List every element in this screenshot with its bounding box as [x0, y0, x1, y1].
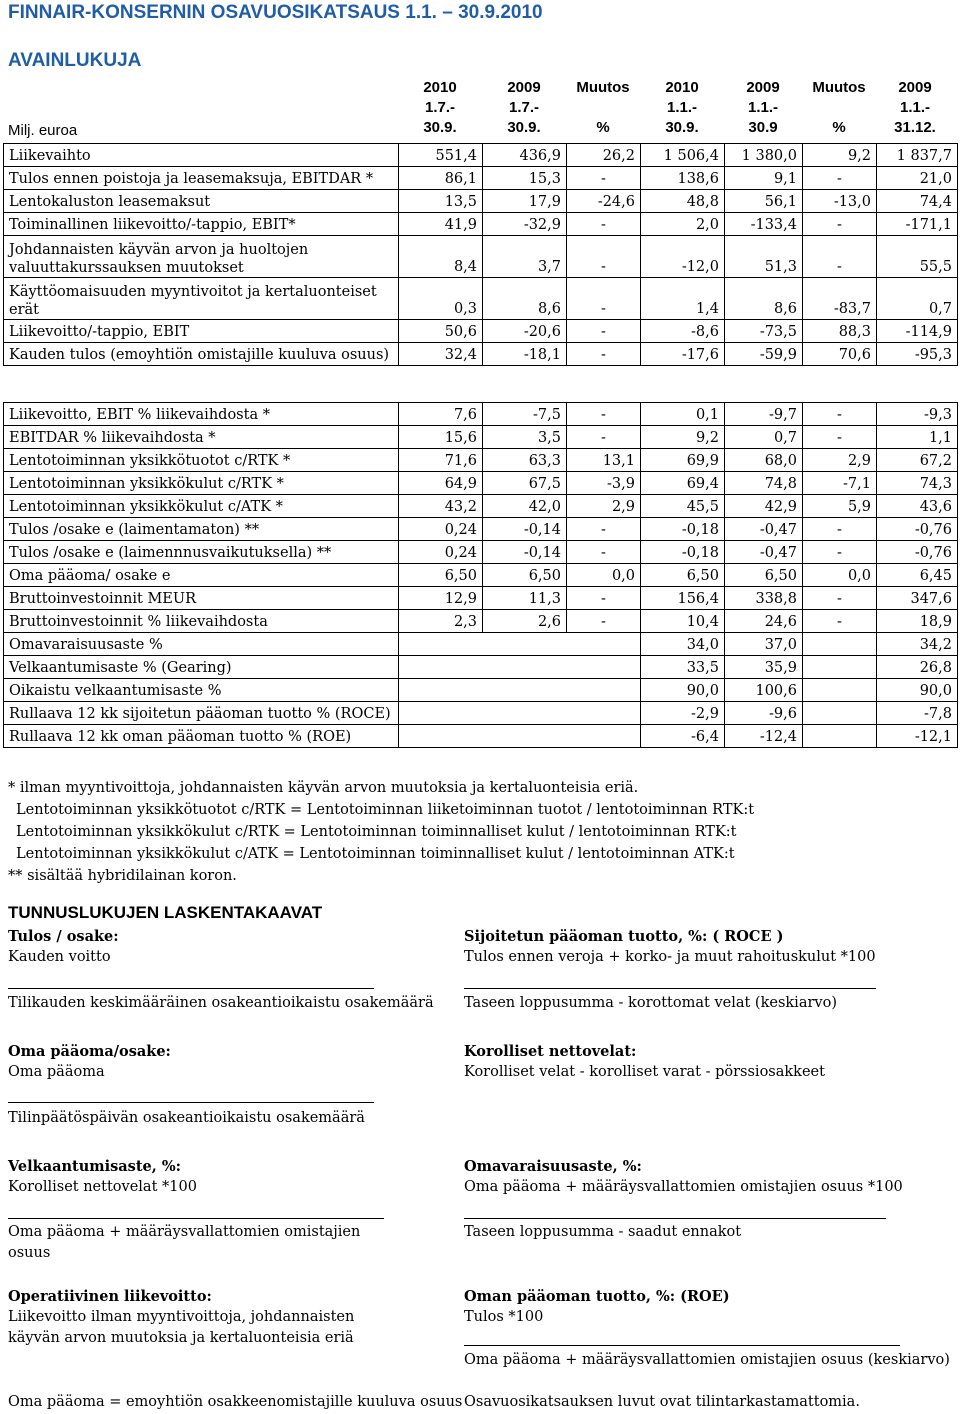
row-label: Toiminallinen liikevoitto/-tappio, EBIT*: [4, 213, 399, 236]
formula-numerator: Oma pääoma + määräysvallattomien omistajien osuus *100: [464, 1179, 903, 1195]
column-header: Muutos %: [812, 79, 866, 136]
table-cell: -: [567, 278, 641, 320]
formula-title: Omavaraisuusaste, %:: [464, 1158, 642, 1175]
table-cell: -: [803, 167, 877, 190]
table-cell: -0,76: [877, 541, 958, 564]
table-cell: 1,4: [641, 278, 725, 320]
table-cell: -12,0: [641, 236, 725, 278]
table-row: [4, 587, 958, 610]
row-label: Oma pääoma/ osake e: [4, 564, 399, 587]
table-cell-empty: [399, 725, 641, 748]
formula-title: Korolliset nettovelat:: [464, 1043, 637, 1060]
table-cell: 42,9: [725, 495, 803, 518]
table-row: [4, 426, 958, 449]
table-cell: [803, 656, 877, 679]
row-label: Johdannaisten käyvän arvon ja huoltojen valuuttakurssauksen muutokset: [4, 236, 399, 278]
table-cell: 71,6: [399, 449, 483, 472]
table-cell: -: [803, 236, 877, 278]
table-cell: 90,0: [877, 679, 958, 702]
table-cell: 0,24: [399, 541, 483, 564]
table-cell: 43,2: [399, 495, 483, 518]
row-label: Liikevoitto/-tappio, EBIT: [4, 320, 399, 343]
table-cell: -0,76: [877, 518, 958, 541]
formula-title: Velkaantumisaste, %:: [8, 1158, 181, 1175]
table-cell: 43,6: [877, 495, 958, 518]
table-cell: -20,6: [483, 320, 567, 343]
table-cell: 2,9: [803, 449, 877, 472]
table-cell: 90,0: [641, 679, 725, 702]
table-cell: 17,9: [483, 190, 567, 213]
table-column-header: [0, 78, 960, 142]
table-cell: 32,4: [399, 343, 483, 366]
formula-numerator: Oma pääoma: [8, 1064, 105, 1080]
table-cell: -: [567, 403, 641, 426]
column-header: 2009 1.7.- 30.9.: [507, 79, 541, 136]
unit-label: Milj. euroa: [8, 122, 78, 139]
table-cell: -: [803, 403, 877, 426]
table-cell: -83,7: [803, 278, 877, 320]
table-cell: -0,47: [725, 518, 803, 541]
table-cell: -: [803, 610, 877, 633]
table-cell: 63,3: [483, 449, 567, 472]
row-label: Rullaava 12 kk oman pääoman tuotto % (ROE): [4, 725, 399, 748]
table-row: [4, 518, 958, 541]
table-cell: 6,50: [725, 564, 803, 587]
table-cell: 69,4: [641, 472, 725, 495]
table-row: [4, 656, 958, 679]
table-cell: 42,0: [483, 495, 567, 518]
column-header: Muutos %: [576, 79, 630, 136]
footnote: Lentotoiminnan yksikkökulut c/ATK = Lentotoiminnan toiminnalliset kulut / lentotoiminnan ATK:t: [16, 846, 735, 862]
row-label: Lentotoiminnan yksikkökulut c/ATK *: [4, 495, 399, 518]
formula-numerator: Kauden voitto: [8, 949, 111, 965]
table-cell: 3,5: [483, 426, 567, 449]
table-row: [4, 541, 958, 564]
table-row: [4, 564, 958, 587]
table-row: [4, 702, 958, 725]
table-cell: -7,8: [877, 702, 958, 725]
table-row: [4, 495, 958, 518]
table-row: [4, 472, 958, 495]
table-cell: 156,4: [641, 587, 725, 610]
table-cell: 8,4: [399, 236, 483, 278]
formula-denominator: osuus: [8, 1245, 51, 1261]
row-label: Bruttoinvestoinnit MEUR: [4, 587, 399, 610]
table-cell: 26,2: [567, 144, 641, 167]
table-cell: 37,0: [725, 633, 803, 656]
table-cell: 86,1: [399, 167, 483, 190]
table-cell: -7,5: [483, 403, 567, 426]
table-cell-empty: [399, 679, 641, 702]
table-cell: -7,1: [803, 472, 877, 495]
table-cell-empty: [399, 702, 641, 725]
table-row: [4, 725, 958, 748]
footnote: ** sisältää hybridilainan koron.: [8, 868, 237, 884]
table-cell: -3,9: [567, 472, 641, 495]
table-cell: 1 506,4: [641, 144, 725, 167]
formulas-section-title: TUNNUSLUKUJEN LASKENTAKAAVAT: [8, 903, 323, 922]
table-cell: [803, 702, 877, 725]
table-cell: -73,5: [725, 320, 803, 343]
table-cell: 0,0: [803, 564, 877, 587]
table-cell: 347,6: [877, 587, 958, 610]
table-cell: -9,6: [725, 702, 803, 725]
table-cell: -0,18: [641, 518, 725, 541]
column-header: 2010 1.1.- 30.9.: [665, 79, 699, 136]
row-label: Oikaistu velkaantumisaste %: [4, 679, 399, 702]
footer-note-left: Oma pääoma = emoyhtiön osakkeenomistajille kuuluva osuus: [8, 1394, 463, 1410]
table-row: [4, 320, 958, 343]
row-label: Käyttöomaisuuden myyntivoitot ja kertaluonteiset erät: [4, 278, 399, 320]
fraction-line: [8, 1102, 374, 1103]
formula-denominator: Taseen loppusumma - saadut ennakot: [464, 1224, 742, 1240]
row-label: Omavaraisuusaste %: [4, 633, 399, 656]
row-label: Bruttoinvestoinnit % liikevaihdosta: [4, 610, 399, 633]
table-cell: -: [567, 236, 641, 278]
table-row: [4, 190, 958, 213]
table-cell: 34,2: [877, 633, 958, 656]
table-cell: 18,9: [877, 610, 958, 633]
table-cell: 13,1: [567, 449, 641, 472]
table-cell: 1,1: [877, 426, 958, 449]
table-cell: 9,2: [803, 144, 877, 167]
table-cell-empty: [399, 633, 641, 656]
table-cell: -: [567, 343, 641, 366]
row-label: Kauden tulos (emoyhtiön omistajille kuuluva osuus): [4, 343, 399, 366]
table-cell: 21,0: [877, 167, 958, 190]
table-cell: -: [803, 587, 877, 610]
table-cell: -171,1: [877, 213, 958, 236]
table-cell: 9,1: [725, 167, 803, 190]
table-row: [4, 610, 958, 633]
row-label: Liikevoitto, EBIT % liikevaihdosta *: [4, 403, 399, 426]
table-cell: 2,0: [641, 213, 725, 236]
table-cell: 15,3: [483, 167, 567, 190]
table-cell: -: [567, 320, 641, 343]
table-row: [4, 278, 958, 320]
table-cell: 26,8: [877, 656, 958, 679]
table-cell: 74,8: [725, 472, 803, 495]
table-cell: 6,50: [399, 564, 483, 587]
row-label: Tulos /osake e (laimentamaton) **: [4, 518, 399, 541]
row-label: EBITDAR % liikevaihdosta *: [4, 426, 399, 449]
table-cell: -0,47: [725, 541, 803, 564]
table-cell: 138,6: [641, 167, 725, 190]
row-label: Tulos /osake e (laimennnusvaikutuksella) **: [4, 541, 399, 564]
table-cell: -17,6: [641, 343, 725, 366]
column-header: 2009 1.1.- 31.12.: [894, 79, 936, 136]
table-cell: 8,6: [725, 278, 803, 320]
table-cell: 12,9: [399, 587, 483, 610]
report-title: FINNAIR-KONSERNIN OSAVUOSIKATSAUS 1.1. – 30.9.2010: [8, 2, 543, 23]
row-label: Liikevaihto: [4, 144, 399, 167]
table-cell: 88,3: [803, 320, 877, 343]
column-header: 2010 1.7.- 30.9.: [423, 79, 457, 136]
formula-title: Oman pääoman tuotto, %: (ROE): [464, 1288, 730, 1305]
row-label: Lentotoiminnan yksikkökulut c/RTK *: [4, 472, 399, 495]
table-cell: 56,1: [725, 190, 803, 213]
formula-text: käyvän arvon muutoksia ja kertaluonteisia eriä: [8, 1330, 354, 1346]
table-cell: 74,4: [877, 190, 958, 213]
table-cell: -2,9: [641, 702, 725, 725]
table-cell: 0,24: [399, 518, 483, 541]
formula-text: Korolliset velat - korolliset varat - pörssiosakkeet: [464, 1064, 825, 1080]
table-cell: -: [567, 610, 641, 633]
formula-denominator: Tilinpäätöspäivän osakeantioikaistu osakemäärä: [8, 1110, 365, 1126]
column-header: 2009 1.1.- 30.9: [746, 79, 780, 136]
table-cell: -: [567, 167, 641, 190]
table-cell: 11,3: [483, 587, 567, 610]
table-cell: -: [567, 213, 641, 236]
table-cell: -133,4: [725, 213, 803, 236]
row-label: Tulos ennen poistoja ja leasemaksuja, EBITDAR *: [4, 167, 399, 190]
table-cell: 9,2: [641, 426, 725, 449]
table-row: [4, 167, 958, 190]
table-cell: [803, 725, 877, 748]
table-cell: 70,6: [803, 343, 877, 366]
table-cell: -: [803, 426, 877, 449]
table-cell: -18,1: [483, 343, 567, 366]
fraction-line: [8, 1218, 384, 1219]
table-cell: 2,6: [483, 610, 567, 633]
table-cell: 67,2: [877, 449, 958, 472]
fraction-line: [464, 1345, 900, 1346]
formula-numerator: Korolliset nettovelat *100: [8, 1179, 197, 1195]
row-label: Velkaantumisaste % (Gearing): [4, 656, 399, 679]
footnote: Lentotoiminnan yksikkötuotot c/RTK = Lentotoiminnan liiketoiminnan tuotot / lentotoiminnan RTK:t: [16, 802, 755, 818]
table-cell: -9,7: [725, 403, 803, 426]
formula-denominator: Taseen loppusumma - korottomat velat (keskiarvo): [464, 995, 837, 1011]
key-figures-table: [3, 143, 958, 366]
table-cell: -: [567, 541, 641, 564]
formula-title: Oma pääoma/osake:: [8, 1043, 171, 1060]
formula-numerator: Tulos ennen veroja + korko- ja muut rahoituskulut *100: [464, 949, 876, 965]
table-cell: -12,4: [725, 725, 803, 748]
table-cell: 24,6: [725, 610, 803, 633]
table-cell: -95,3: [877, 343, 958, 366]
table-cell: -0,14: [483, 541, 567, 564]
table-cell: -: [567, 518, 641, 541]
table-cell: 69,9: [641, 449, 725, 472]
fraction-line: [8, 988, 374, 989]
ratios-table: [3, 402, 958, 748]
formula-numerator: Tulos *100: [464, 1309, 544, 1325]
table-cell: 0,0: [567, 564, 641, 587]
table-cell: 0,1: [641, 403, 725, 426]
table-cell: -: [803, 541, 877, 564]
footer-note-right: Osavuosikatsauksen luvut ovat tilintarkastamattomia.: [464, 1394, 860, 1410]
table-cell: 0,7: [877, 278, 958, 320]
table-cell: 41,9: [399, 213, 483, 236]
table-row: [4, 449, 958, 472]
table-row: [4, 144, 958, 167]
table-cell: 6,45: [877, 564, 958, 587]
formula-title: Sijoitetun pääoman tuotto, %: ( ROCE ): [464, 928, 784, 945]
table-cell: -: [803, 518, 877, 541]
table-cell: -24,6: [567, 190, 641, 213]
formula-text: Liikevoitto ilman myyntivoittoja, johdannaisten: [8, 1309, 355, 1325]
table-row: [4, 679, 958, 702]
fraction-line: [464, 1218, 886, 1219]
table-cell: -: [803, 213, 877, 236]
table-cell: 0,7: [725, 426, 803, 449]
footnote: * ilman myyntivoittoja, johdannaisten käyvän arvon muutoksia ja kertaluonteisia eriä.: [8, 780, 639, 796]
table-row: [4, 236, 958, 278]
table-row: [4, 403, 958, 426]
table-cell: 74,3: [877, 472, 958, 495]
table-cell: 551,4: [399, 144, 483, 167]
table-cell: 45,5: [641, 495, 725, 518]
table-cell: 2,9: [567, 495, 641, 518]
table-cell: [803, 679, 877, 702]
table-cell: 51,3: [725, 236, 803, 278]
table-cell: 55,5: [877, 236, 958, 278]
table-cell: 338,8: [725, 587, 803, 610]
table-cell: -: [567, 426, 641, 449]
formula-denominator: Oma pääoma + määräysvallattomien omistajien: [8, 1224, 361, 1240]
table-cell: 100,6: [725, 679, 803, 702]
table-cell: -: [567, 587, 641, 610]
fraction-line: [464, 988, 876, 989]
table-cell: 6,50: [483, 564, 567, 587]
table-cell: 436,9: [483, 144, 567, 167]
table-cell: -114,9: [877, 320, 958, 343]
row-label: Lentokaluston leasemaksut: [4, 190, 399, 213]
table-cell: -32,9: [483, 213, 567, 236]
footnote: Lentotoiminnan yksikkökulut c/RTK = Lentotoiminnan toiminnalliset kulut / lentotoiminnan RTK:t: [16, 824, 737, 840]
table-cell: -0,14: [483, 518, 567, 541]
table-cell: 3,7: [483, 236, 567, 278]
table-cell: 15,6: [399, 426, 483, 449]
table-cell: -8,6: [641, 320, 725, 343]
table-cell: 1 380,0: [725, 144, 803, 167]
footnotes: [8, 777, 948, 887]
table-cell: 64,9: [399, 472, 483, 495]
table-cell: 13,5: [399, 190, 483, 213]
table-cell: [803, 633, 877, 656]
table-cell: -59,9: [725, 343, 803, 366]
table-cell: 34,0: [641, 633, 725, 656]
formula-title: Operatiivinen liikevoitto:: [8, 1288, 212, 1305]
table-cell: 6,50: [641, 564, 725, 587]
table-cell: 2,3: [399, 610, 483, 633]
table-cell: -6,4: [641, 725, 725, 748]
table-cell: -0,18: [641, 541, 725, 564]
table-row: [4, 213, 958, 236]
section-title-key-figures: AVAINLUKUJA: [8, 50, 142, 71]
table-cell: 8,6: [483, 278, 567, 320]
table-cell: -13,0: [803, 190, 877, 213]
table-cell: 67,5: [483, 472, 567, 495]
table-cell: 7,6: [399, 403, 483, 426]
table-cell: 10,4: [641, 610, 725, 633]
table-cell: -12,1: [877, 725, 958, 748]
table-cell: 50,6: [399, 320, 483, 343]
row-label: Rullaava 12 kk sijoitetun pääoman tuotto % (ROCE): [4, 702, 399, 725]
row-label: Lentotoiminnan yksikkötuotot c/RTK *: [4, 449, 399, 472]
table-cell: 33,5: [641, 656, 725, 679]
table-row: [4, 343, 958, 366]
table-cell: 1 837,7: [877, 144, 958, 167]
table-cell: 5,9: [803, 495, 877, 518]
table-cell: -9,3: [877, 403, 958, 426]
table-cell: 35,9: [725, 656, 803, 679]
table-cell: 48,8: [641, 190, 725, 213]
formula-title: Tulos / osake:: [8, 928, 119, 945]
table-row: [4, 633, 958, 656]
table-cell: 0,3: [399, 278, 483, 320]
table-cell-empty: [399, 656, 641, 679]
formula-denominator: Tilikauden keskimääräinen osakeantioikaistu osakemäärä: [8, 995, 434, 1011]
formula-denominator: Oma pääoma + määräysvallattomien omistajien osuus (keskiarvo): [464, 1352, 950, 1368]
table-cell: 68,0: [725, 449, 803, 472]
